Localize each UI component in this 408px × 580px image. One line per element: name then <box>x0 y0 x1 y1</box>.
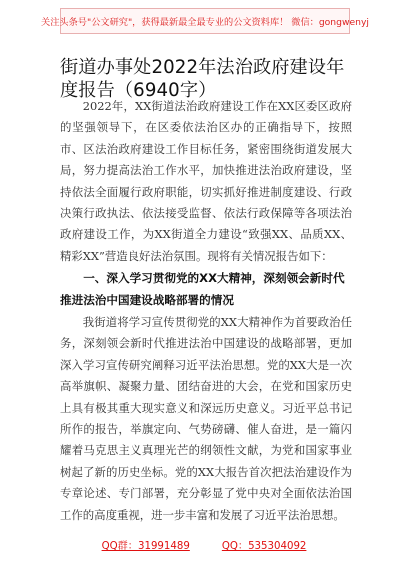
promo-banner-text: 关注头条号"公文研究"，获得最新最全最专业的公文资料库！ 微信：gongwenyj <box>41 17 369 28</box>
promo-banner <box>41 8 369 34</box>
section-1-heading: 一、深入学习贯彻党的XX大精神，深刻领会新时代推进法治中国建设战略部署的情况 <box>60 271 345 307</box>
intro-paragraph: 2022年，XX街道法治政府建设工作在XX区委区政府的坚强领导下，在区委依法治区办的正确指导下，按照市、区法治政府建设工作目标任务，紧密围绕街道发展大局，努力提高法治工作水平，加快推进法治政府建设，坚持依法全面履行政府职能，切实抓好推进制度建设、行政决策行政执法、依法接受监督、依法行政保障等各项法治政府建设工作，为XX街道全力建设“致强XX、品质XX、精彩XX”营造良好法治氛围。现将有关情况报告如下： <box>60 99 352 263</box>
contact-footer <box>0 537 408 552</box>
document-title: 街道办事处2022年法治政府建设年度报告（6940字） <box>60 57 345 101</box>
section-1-body: 我街道将学习宣传贯彻党的XX大精神作为首要政治任务，深刻领会新时代推进法治中国建设的战略部署，更加深入学习宣传研究阐释习近平法治思想。党的XX大是一次高举旗帜、凝聚力量、团结奋进的大会，在党和国家历史上具有极其重大现实意义和深远历史意义。习近平总书记所作的报告，举旗定向、气势磅礴、催人奋进，是一篇闪耀着马克思主义真理光芒的纲领性文献，为党和国家事业树起了新的历史坐标。党的XX大报告首次把法治建设作为专章论述、专门部署，充分彰显了党中央对全面依法治国工作的高度重视，进一步丰富和发展了习近平法治思想。 <box>60 315 352 522</box>
qq-group-link[interactable]: QQ群：31991489 <box>101 541 190 552</box>
qq-contact-link[interactable]: QQ：535304092 <box>221 541 307 552</box>
